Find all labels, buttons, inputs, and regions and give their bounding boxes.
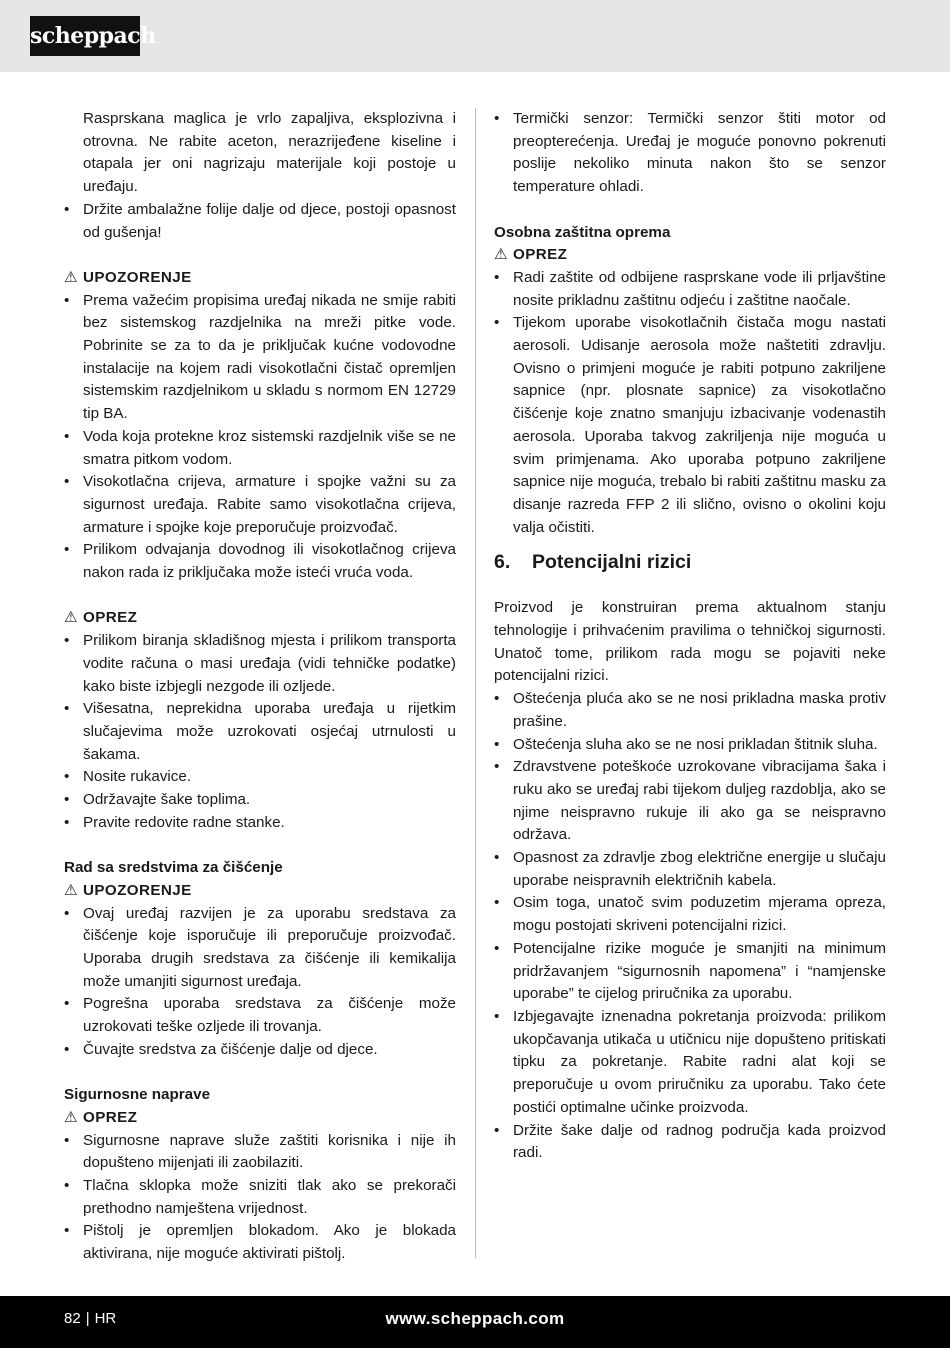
list-item: • Voda koja protekne kroz sistemski razdjelnik više se ne smatra pitkom vodom.	[64, 427, 456, 468]
left-column	[64, 108, 456, 1266]
list-item: • Pogrešna uporaba sredstava za čišćenje može uzrokovati teške ozljede ili trovanja.	[64, 995, 456, 1036]
warning-triangle-icon: ⚠	[64, 1108, 79, 1126]
warning-triangle-icon: ⚠	[64, 609, 79, 627]
list-item: • Zdravstvene poteškoće uzrokovane vibracijama šaka i ruku ako se uređaj rabi tijekom duljeg razdoblja, ako se njime neispravno rukuje ili ako ga se neispravno održava.	[494, 758, 886, 844]
list-item: • Visokotlačna crijeva, armature i spojke važni su za sigurnost uređaja. Rabite samo visokotlačna crijeva, armature i spojke koje preporučuje proizvođač.	[64, 473, 456, 536]
cleaning-list	[64, 903, 456, 1062]
list-item: • Držite šake dalje od radnog područja kada proizvod radi.	[494, 1121, 886, 1162]
warning-triangle-icon: ⚠	[64, 881, 79, 899]
list-item: • Termički senzor: Termički senzor štiti motor od preopterećenja. Uređaj je moguće ponovno pokrenuti poslije nekoliko minuta nakon što se senzor temperature ohladi.	[494, 110, 886, 196]
risks-list	[494, 688, 886, 1165]
warning-heading: ⚠ UPOZORENJE	[64, 881, 192, 899]
list-item: • Održavajte šake toplima.	[64, 791, 251, 809]
list-item: • Radi zaštite od odbijene rasprskane vode ili prljavštine nosite prikladnu zaštitnu odjeću i zaštitne naočale.	[494, 268, 886, 309]
warning-list	[64, 290, 456, 585]
list-item: • Oštećenja pluća ako se ne nosi prikladna maska protiv prašine.	[494, 690, 886, 730]
website-url: www.scheppach.com	[385, 1309, 565, 1328]
column-divider	[475, 108, 476, 1258]
page-header	[0, 0, 950, 72]
caution-heading: ⚠ OPREZ	[64, 609, 138, 627]
list-item: • Višesatna, neprekidna uporaba uređaja u rijetkim slučajevima može uzrokovati osjećaj utrnulosti u šakama.	[64, 700, 456, 763]
warning-triangle-icon: ⚠	[494, 246, 509, 264]
caution-heading: ⚠ OPREZ	[494, 246, 568, 264]
list-item: • Potencijalne rizike moguće je smanjiti na minimum pridržavanjem “sigurnosnih napomena” i “namjenske uporabe” te cijelog priručnika za uporabu.	[494, 939, 886, 1003]
section-number: 6.	[494, 551, 511, 574]
ppe-heading: Osobna zaštitna oprema	[494, 223, 671, 241]
safety-devices-heading: Sigurnosne naprave	[64, 1086, 211, 1104]
page-number: 82 | HR	[64, 1310, 117, 1327]
top-bullets	[494, 108, 886, 199]
intro-bullets	[64, 199, 456, 244]
list-item: • Oštećenja sluha ako se ne nosi prikladan štitnik sluha.	[494, 735, 878, 753]
list-item: • Čuvajte sredstva za čišćenje dalje od djece.	[64, 1040, 378, 1058]
list-item: • Opasnost za zdravlje zbog električne energije u slučaju uporabe neispravnih električnih kabela.	[494, 849, 886, 889]
list-item: • Izbjegavajte iznenadna pokretanja proizvoda: prilikom ukopčavanja utikača u utičnicu nije dopušteno pritiskati tipku za pokretanje. Rabite radni alat koji se preporučuje u ovom priručniku za uporabu. Tako ćete postići optimalne učinke proizvoda.	[494, 1008, 886, 1116]
caution-heading: ⚠ OPREZ	[64, 1108, 138, 1126]
list-item: • Tlačna sklopka može sniziti tlak ako se prekorači prethodno namještena vrijednost.	[64, 1176, 456, 1217]
list-item: • Prema važećim propisima uređaj nikada ne smije rabiti bez sistemskog razdjelnika na mreži pitke vode. Pobrinite se za to da je priključak kućne vodovodne instalacije na kojem radi visokotlačni čistač opremljen sistemskim razdjelnikom u skladu s normom EN 12729 tip BA.	[64, 291, 456, 423]
list-item: • Držite ambalažne folije dalje od djece, postoji opasnost od gušenja!	[64, 200, 456, 241]
warning-heading: ⚠ UPOZORENJE	[64, 268, 192, 286]
caution-list	[64, 630, 456, 834]
list-item: • Ovaj uređaj razvijen je za uporabu sredstava za čišćenje koje isporučuje ili preporučuje proizvođač. Uporaba drugih sredstava za čišćenje ili kemikalija može umanjiti sigurnost uređaja.	[64, 904, 456, 990]
list-item: • Osim toga, unatoč svim poduzetim mjerama opreza, mogu postojati skriveni potencijalni rizici.	[494, 894, 886, 935]
language-code: HR	[94, 1310, 117, 1327]
list-item: • Pravite redovite radne stanke.	[64, 813, 285, 831]
list-item: • Prilikom biranja skladišnog mjesta i prilikom transporta vodite računa o masi uređaja (vidi tehničke podatke) kako biste izbjegli nezgode ili ozljede.	[64, 632, 456, 695]
safety-list	[64, 1130, 456, 1266]
intro-paragraph: Rasprskana maglica je vrlo zapaljiva, eksplozivna i otrovna. Ne rabite aceton, nerazrijeđene kiseline i otapala jer oni nagrizaju materijale koji postoje u uređaju.	[83, 110, 456, 196]
list-item: • Nosite rukavice.	[64, 768, 192, 786]
ppe-list	[494, 267, 886, 539]
warning-triangle-icon: ⚠	[64, 268, 79, 286]
cleaning-agents-heading: Rad sa sredstvima za čišćenje	[64, 859, 283, 877]
list-item: • Tijekom uporabe visokotlačnih čistača mogu nastati aerosoli. Udisanje aerosola može naštetiti zdravlju. Ovisno o primjeni moguće je rabiti potpuno zakriljene sapnice (npr. plosnate sapnice) za visokotlačno čišćenje koje znatno smanjuju izbacivanje vodenastih aerosola. Uporaba takvog zakriljenja nije moguća u svim primjenama. Ako uporaba potpuno zakriljene sapnice nije moguća, trebalo bi rabiti zaštitnu masku za disanje razreda FFP 2 ili slično, ovisno o okolini koju valja očistiti.	[494, 314, 886, 536]
page-footer	[0, 1296, 950, 1348]
section-intro: Proizvod je konstruiran prema aktualnom stanju tehnologije i prihvaćenim pravilima o tehničkoj sigurnosti. Unatoč tome, prilikom rada mogu se pojaviti neke potencijalni rizici.	[494, 599, 886, 685]
scheppach-logo: scheppach	[30, 16, 140, 56]
list-item: • Prilikom odvajanja dovodnog ili visokotlačnog crijeva nakon rada iz priključaka može isteći vruća voda.	[64, 541, 456, 582]
section-title-text: Potencijalni rizici	[532, 551, 692, 574]
right-column	[494, 108, 886, 1165]
section-title	[494, 549, 886, 575]
list-item: • Sigurnosne naprave služe zaštiti korisnika i nije ih dopušteno mijenjati ili zaobilaziti.	[64, 1131, 456, 1172]
list-item: • Pištolj je opremljen blokadom. Ako je blokada aktivirana, nije moguće aktivirati pištolj.	[64, 1222, 456, 1263]
